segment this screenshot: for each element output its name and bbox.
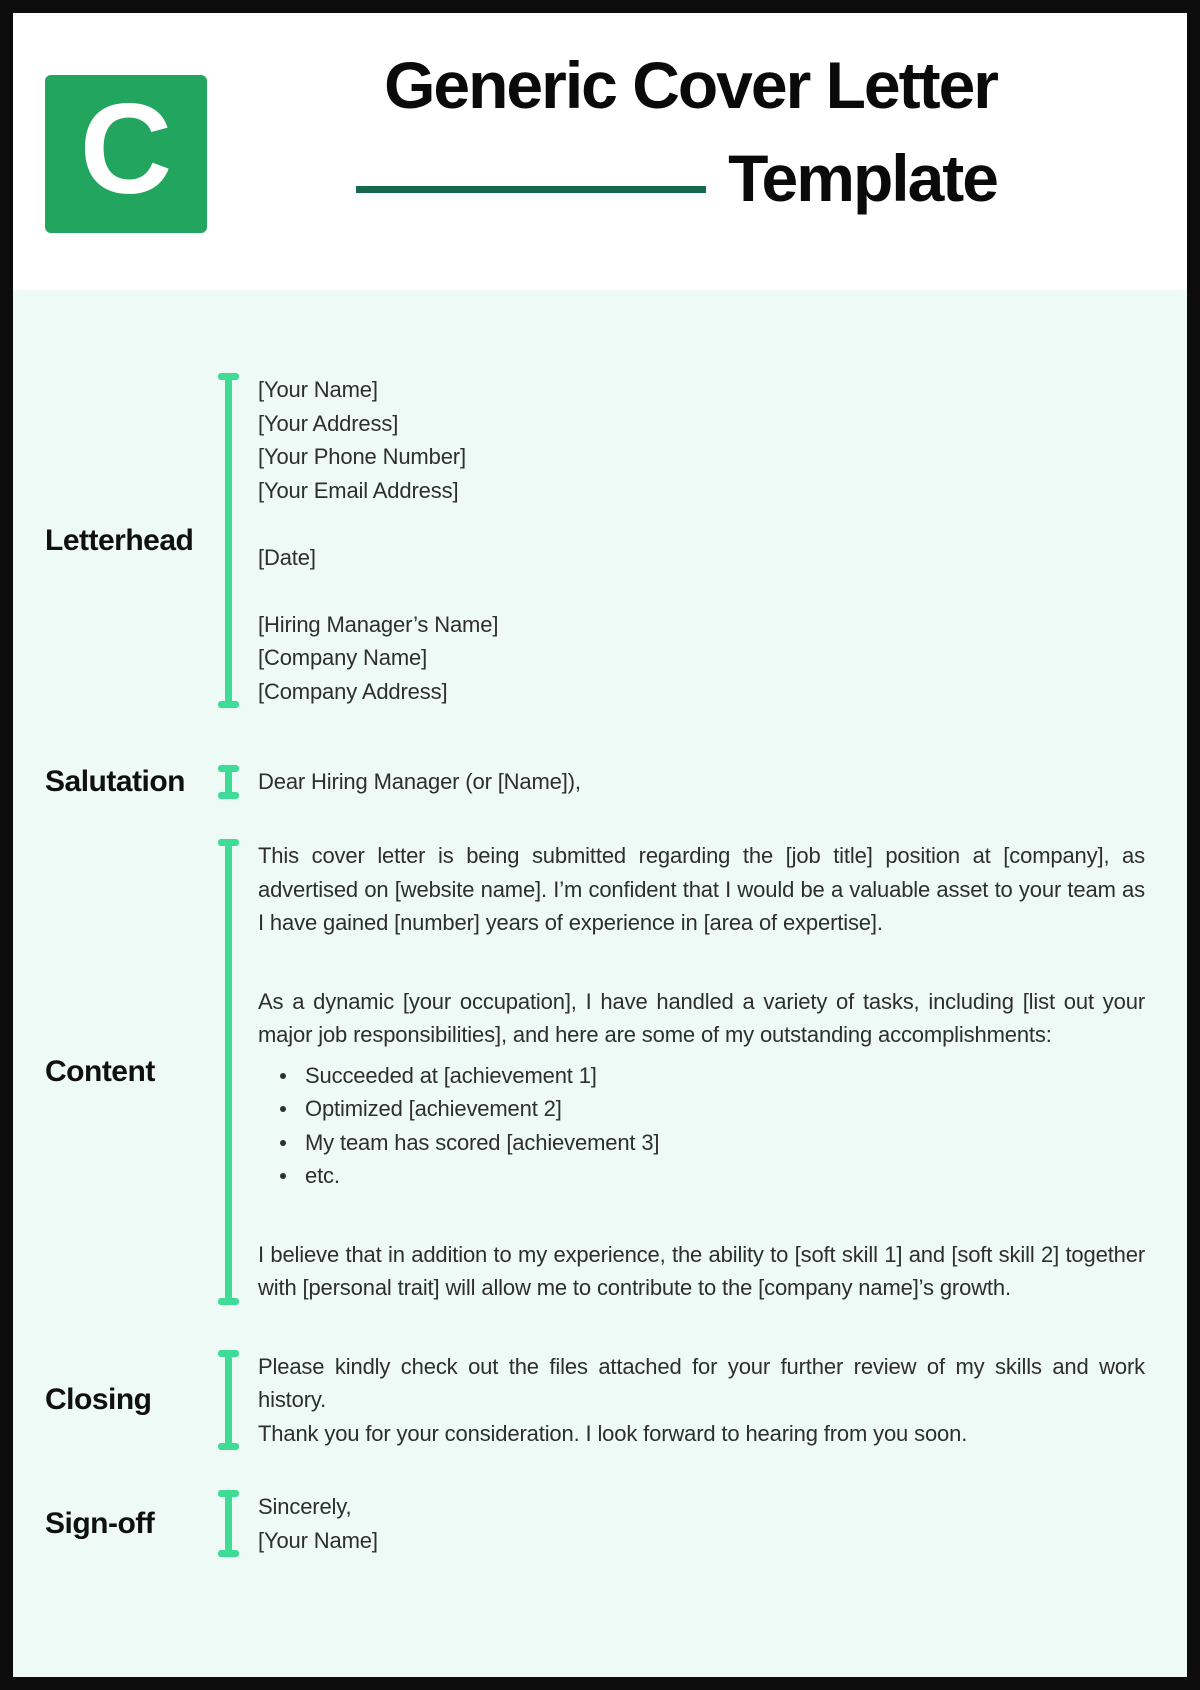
logo-letter: C xyxy=(79,78,173,221)
bracket-cap-bottom xyxy=(218,1298,239,1305)
section-content xyxy=(13,839,1187,1305)
title-divider-line xyxy=(356,186,706,193)
bracket-marker xyxy=(218,373,239,708)
bracket-stem xyxy=(225,1355,232,1446)
content-text xyxy=(258,839,1145,1305)
letterhead-line-blank xyxy=(258,507,1145,541)
section-salutation xyxy=(13,765,1187,799)
sign-off-line: Sincerely, xyxy=(258,1494,352,1519)
bracket-stem xyxy=(225,770,232,794)
bullet-item: etc. xyxy=(278,1159,1145,1193)
letterhead-line: [Company Name] xyxy=(258,645,428,670)
bracket-marker xyxy=(218,839,239,1305)
content-paragraph-3: I believe that in addition to my experience, the ability to [soft skill 1] and [soft skill 2] together with [personal trait] will allow me to contribute to the [company name]’s growth. xyxy=(258,1241,1145,1300)
section-letterhead xyxy=(13,373,1187,708)
brand-logo xyxy=(45,75,207,233)
bracket-stem xyxy=(225,844,232,1300)
bullet-item: My team has scored [achievement 3] xyxy=(278,1126,1145,1160)
bracket-marker xyxy=(218,1350,239,1451)
letterhead-line: [Your Address] xyxy=(258,410,399,436)
section-label-closing: Closing xyxy=(45,1382,152,1416)
closing-text xyxy=(258,1350,1145,1451)
bullet-item: Succeeded at [achievement 1] xyxy=(278,1059,1145,1093)
letterhead-lines xyxy=(258,373,1145,708)
page-title-line2: Template xyxy=(728,140,997,215)
salutation-text xyxy=(258,765,1145,799)
bracket-cap-bottom xyxy=(218,1443,239,1450)
page-title xyxy=(356,48,997,215)
closing-paragraph-1: Please kindly check out the files attached for your further review of my skills and work history. xyxy=(258,1353,1145,1412)
bracket-cap-bottom xyxy=(218,1550,239,1557)
section-label-content: Content xyxy=(45,1054,155,1088)
sign-off-text xyxy=(258,1490,1145,1557)
bracket-marker xyxy=(218,1490,239,1557)
bracket-stem xyxy=(225,378,232,703)
letterhead-line-blank xyxy=(258,574,1145,608)
section-label-sign-off: Sign-off xyxy=(45,1506,155,1540)
bullet-item: Optimized [achievement 2] xyxy=(278,1092,1145,1126)
page-title-line2-row xyxy=(356,140,997,215)
content-paragraph-1: This cover letter is being submitted regarding the [job title] position at [company], as advertised on [website name]. I’m confident that I would be a valuable asset to your team as I have gained [number] years of experience in [area of expertise]. xyxy=(258,843,1145,935)
letterhead-line: [Your Phone Number] xyxy=(258,444,466,469)
letterhead-line: [Your Name] xyxy=(258,377,378,402)
achievement-bullet-list xyxy=(258,1059,1145,1193)
letterhead-line: [Your Email Address] xyxy=(258,477,459,503)
header xyxy=(13,13,1187,290)
letterhead-line: [Date] xyxy=(258,544,316,570)
section-label-letterhead: Letterhead xyxy=(45,523,194,557)
bracket-cap-bottom xyxy=(218,701,239,708)
bracket-marker xyxy=(218,765,239,799)
letterhead-line: [Company Address] xyxy=(258,678,448,704)
section-closing xyxy=(13,1350,1187,1451)
sign-off-line: [Your Name] xyxy=(258,1527,378,1553)
closing-paragraph-2: Thank you for your consideration. I look forward to hearing from you soon. xyxy=(258,1420,968,1446)
page-title-line1: Generic Cover Letter xyxy=(384,48,997,122)
section-label-salutation: Salutation xyxy=(45,765,186,798)
section-sign-off xyxy=(13,1490,1187,1557)
salutation-line: Dear Hiring Manager (or [Name]), xyxy=(258,769,581,794)
content-paragraph-2: As a dynamic [your occupation], I have handled a variety of tasks, including [list out your major job responsibilities], and here are some of my outstanding accomplishments: xyxy=(258,988,1145,1047)
bracket-cap-bottom xyxy=(218,792,239,799)
letterhead-line: [Hiring Manager’s Name] xyxy=(258,611,499,637)
bracket-stem xyxy=(225,1495,232,1552)
